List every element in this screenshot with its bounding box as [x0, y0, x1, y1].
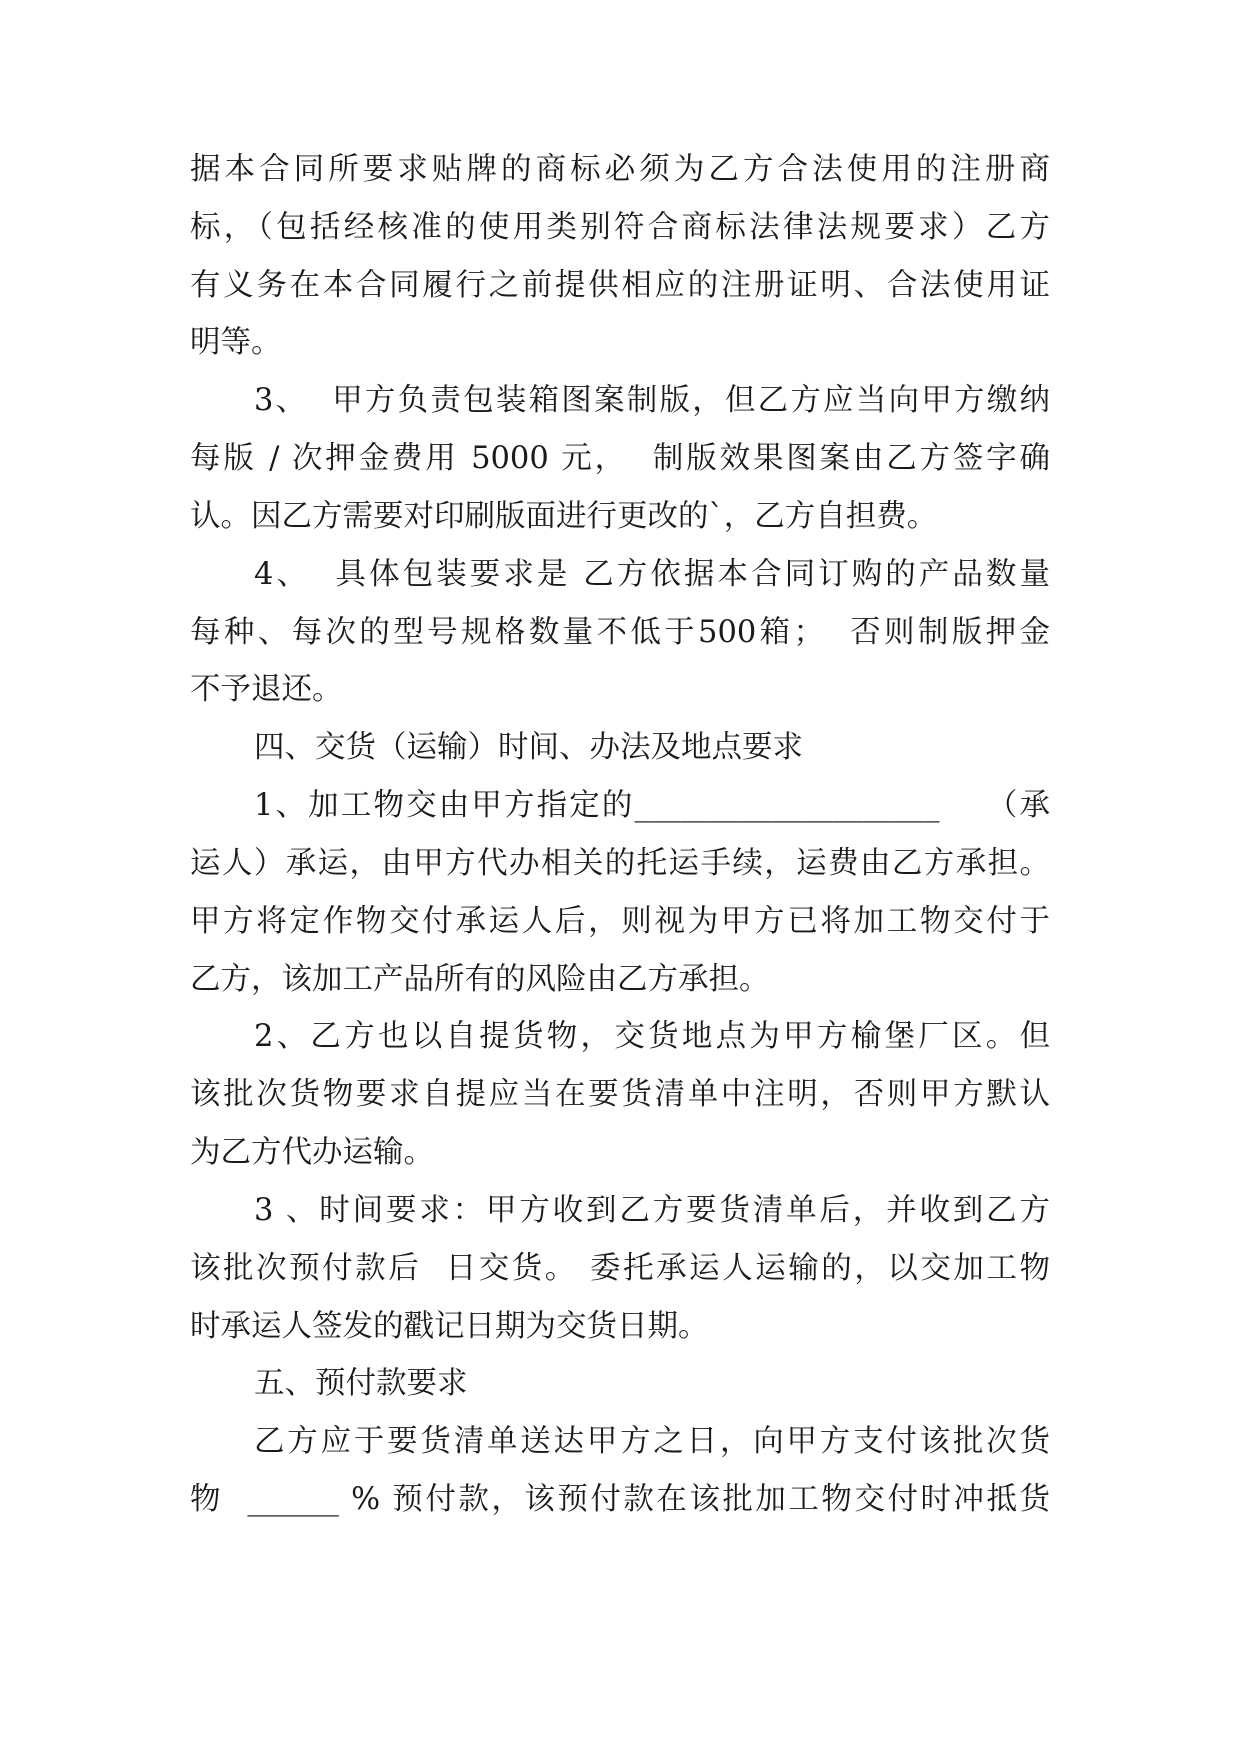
text-line: 4、 具体包装要求是 乙方依据本合同订购的产品数量 [254, 557, 1050, 592]
text-line: 2、乙方也以自提货物，交货地点为甲方榆堡厂区。但 [254, 1019, 1050, 1054]
text-line: 据本合同所要求贴牌的商标必须为乙方合法使用的注册商 [190, 152, 1050, 187]
text-line: 乙方，该加工产品所有的风险由乙方承担。 [190, 962, 770, 997]
text-line: 认。因乙方需要对印刷版面进行更改的`，乙方自担费。 [190, 499, 938, 534]
text-line: 运人）承运，由甲方代办相关的托运手续，运费由乙方承担。 [190, 846, 1050, 881]
text-line: 甲方将定作物交付承运人后，则视为甲方已将加工物交付于 [190, 904, 1050, 939]
text-line: 不予退还。 [190, 672, 343, 707]
text-line: 物 ______ % 预付款，该预付款在该批加工物交付时冲抵货 [190, 1482, 1050, 1517]
text-line: 有义务在本合同履行之前提供相应的注册证明、合法使用证 [190, 268, 1050, 303]
text-line: 为乙方代办运输。 [190, 1135, 434, 1170]
text-line: 3 、时间要求：甲方收到乙方要货清单后，并收到乙方 [254, 1193, 1050, 1228]
text-line: 1、加工物交由甲方指定的____________________ （承 [254, 788, 1050, 823]
section-heading: 四、交货（运输）时间、办法及地点要求 [254, 730, 803, 765]
text-line: 乙方应于要货清单送达甲方之日，向甲方支付该批次货 [254, 1424, 1050, 1459]
text-line: 明等。 [190, 325, 282, 360]
text-line: 时承运人签发的戳记日期为交货日期。 [190, 1309, 709, 1344]
text-line: 该批次货物要求自提应当在要货清单中注明，否则甲方默认 [190, 1077, 1050, 1112]
text-line: 每版 / 次押金费用 5000 元， 制版效果图案由乙方签字确 [190, 441, 1050, 476]
text-line: 3、 甲方负责包装箱图案制版，但乙方应当向甲方缴纳 [254, 383, 1050, 418]
section-heading: 五、预付款要求 [254, 1366, 468, 1401]
text-line: 该批次预付款后 日交货。 委托承运人运输的，以交加工物 [190, 1251, 1050, 1286]
text-line: 标，（包括经核准的使用类别符合商标法律法规要求）乙方 [190, 210, 1050, 245]
text-line: 每种、每次的型号规格数量不低于500箱； 否则制版押金 [190, 615, 1050, 650]
